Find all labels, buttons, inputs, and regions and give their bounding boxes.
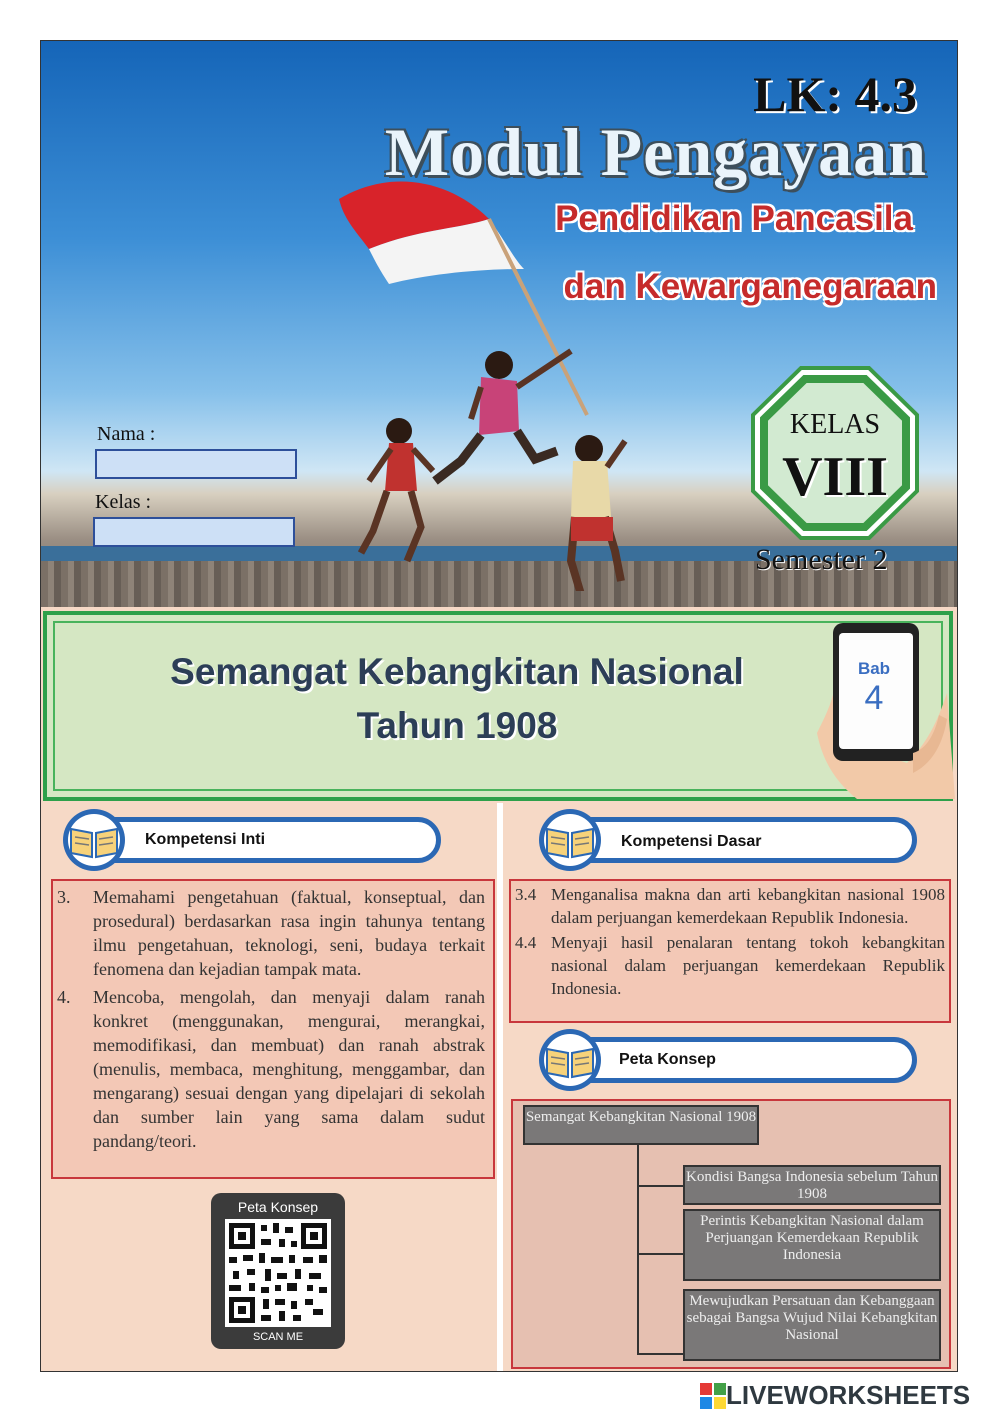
- kd-item: [515, 883, 945, 929]
- lk-code: LK: 4.3: [753, 66, 917, 122]
- connector-branch: [637, 1253, 683, 1255]
- qr-code-card[interactable]: [211, 1193, 345, 1349]
- qr-bottom-label: SCAN ME: [252, 1331, 304, 1343]
- bab-number: 4: [864, 679, 884, 717]
- concept-child-node: Kondisi Bangsa Indonesia sebelum Tahun 1908: [683, 1165, 941, 1205]
- liveworksheets-icon: [700, 1383, 726, 1409]
- ki-item: [57, 985, 485, 1153]
- nama-label: Nama :: [97, 423, 156, 445]
- qr-code: [225, 1219, 331, 1327]
- chapter-title-line-2: Tahun 1908: [356, 705, 558, 746]
- nama-input[interactable]: [95, 449, 297, 479]
- jumping-children-illustration: [321, 331, 641, 591]
- kompetensi-dasar-heading: Kompetensi Dasar: [621, 833, 762, 850]
- kelas-input[interactable]: [93, 517, 295, 547]
- kd-item-number: 4.4: [515, 933, 537, 952]
- ki-item-text: Memahami pengetahuan (faktual, konseptual, dan prosedural) berdasarkan rasa ingin tahunya tentang ilmu pengetahuan, teknologi, seni, budaya terkait fenomena dan kejadian tampak mata.: [93, 887, 485, 979]
- connector-branch: [637, 1185, 683, 1187]
- cover-hero: [41, 41, 957, 607]
- peta-konsep-header: [559, 1037, 917, 1083]
- worksheet-page: [40, 40, 958, 1372]
- kompetensi-inti-box: [51, 879, 495, 1179]
- kd-item-text: Menganalisa makna dan arti kebangkitan nasional 1908 dalam perjuangan kemerdekaan Republik Indonesia.: [551, 885, 945, 927]
- kd-item: [515, 931, 945, 1000]
- kd-item-text: Menyaji hasil penalaran tentang tokoh kebangkitan nasional dalam perjuangan kemerdekaan Republik Indonesia.: [551, 933, 945, 998]
- liveworksheets-logo[interactable]: [700, 1380, 970, 1411]
- open-book-icon: [537, 1027, 603, 1093]
- chapter-banner: [43, 611, 953, 801]
- open-book-icon: [537, 807, 603, 873]
- concept-child-node: Mewujudkan Persatuan dan Kebanggaan sebagai Bangsa Wujud Nilai Kebangkitan Nasional: [683, 1289, 941, 1361]
- peta-konsep-heading: Peta Konsep: [619, 1051, 716, 1068]
- connector-vertical: [637, 1145, 639, 1353]
- liveworksheets-brand: LIVEWORKSHEETS: [726, 1380, 971, 1410]
- ki-item-number: 4.: [57, 987, 71, 1007]
- open-book-icon: [61, 807, 127, 873]
- concept-root-node: Semangat Kebangkitan Nasional 1908: [523, 1105, 759, 1145]
- kelas-badge-label: KELAS: [789, 409, 881, 440]
- semester-label: Semester 2: [755, 543, 888, 576]
- kd-item-number: 3.4: [515, 885, 537, 904]
- qr-top-label: Peta Konsep: [237, 1199, 319, 1215]
- kompetensi-inti-heading: Kompetensi Inti: [145, 831, 266, 848]
- connector-branch: [637, 1353, 683, 1355]
- subject-line-1: Pendidikan Pancasila: [555, 199, 913, 238]
- subject-line-2: dan Kewarganegaraan: [563, 267, 937, 306]
- ki-item: [57, 885, 485, 981]
- concept-map: [511, 1099, 951, 1369]
- bab-label: Bab: [857, 659, 891, 678]
- chapter-title-line-1: Semangat Kebangkitan Nasional: [170, 651, 744, 692]
- module-title: Modul Pengayaan: [384, 114, 927, 190]
- kelas-label: Kelas :: [95, 491, 152, 513]
- ki-item-text: Mencoba, mengolah, dan menyaji dalam ranah konkret (menggunakan, mengurai, merangkai, memodifikasi, dan membuat) dan ranah abstrak (menulis, membaca, menghitung, menggambar, dan mengarang) sesuai dengan yang dipelajari di sekolah dan sumber lain yang sama dalam sudut pandang/teori.: [93, 987, 485, 1151]
- kelas-badge-value: VIII: [782, 446, 888, 508]
- ki-item-number: 3.: [57, 887, 71, 907]
- concept-child-node: Perintis Kebangkitan Nasional dalam Perjuangan Kemerdekaan Republik Indonesia: [683, 1209, 941, 1281]
- column-divider: [497, 803, 503, 1371]
- kompetensi-dasar-box: [509, 879, 951, 1023]
